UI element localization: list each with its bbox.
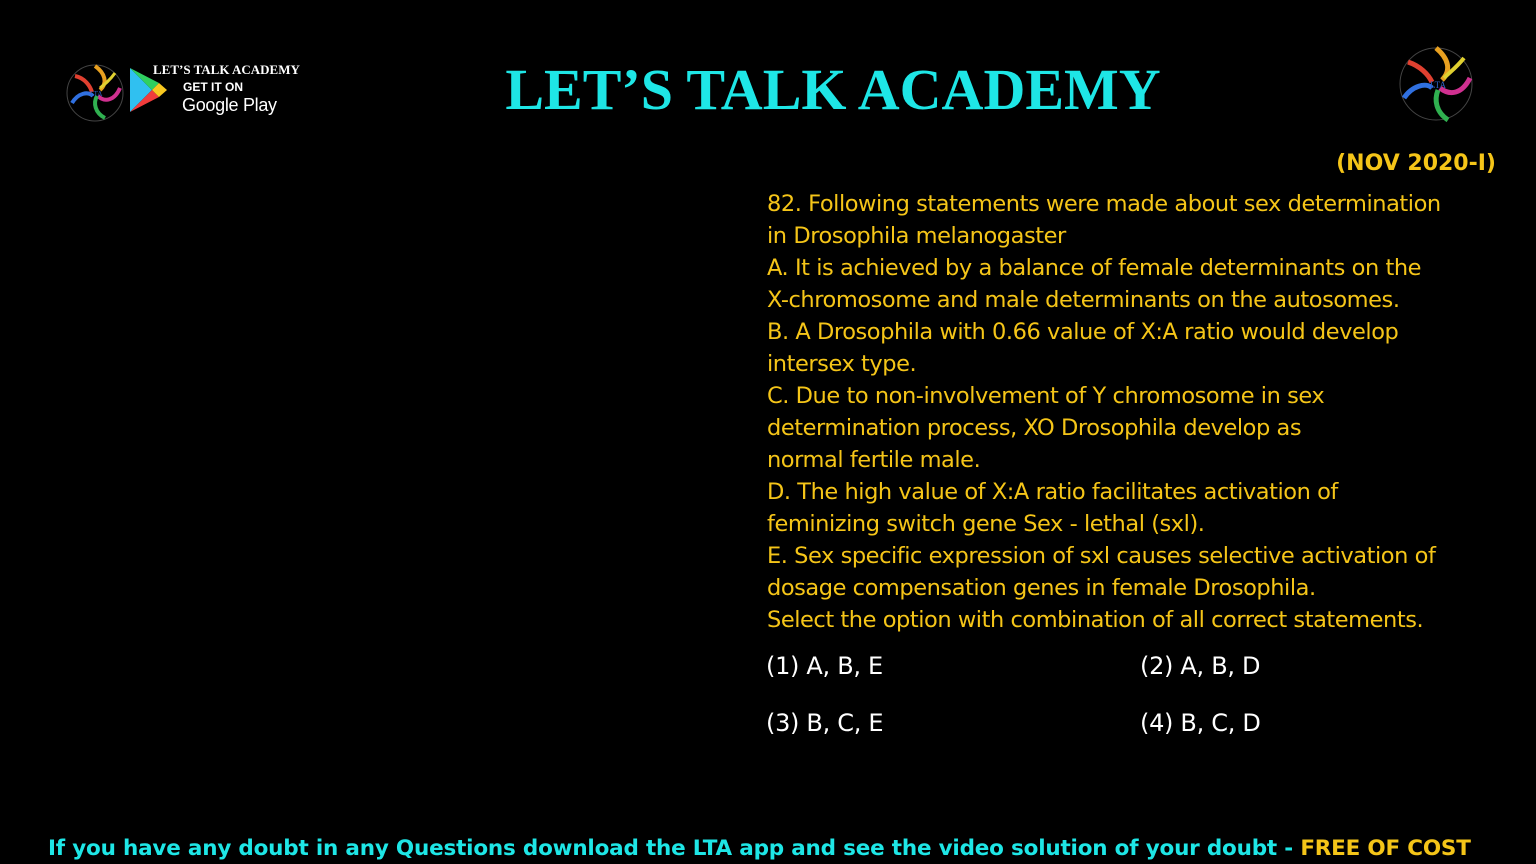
question-line: A. It is achieved by a balance of female determinants on the (767, 255, 1422, 281)
exam-tag: (NOV 2020-I) (1336, 151, 1496, 176)
question-line: normal fertile male. (767, 447, 981, 473)
option-3[interactable]: (3) B, C, E (766, 709, 884, 737)
question-line: C. Due to non-involvement of Y chromosome in sex (767, 383, 1325, 409)
footer-notice (48, 836, 1471, 861)
svg-text:LTA: LTA (1430, 80, 1446, 90)
option-2[interactable]: (2) A, B, D (1140, 652, 1261, 680)
badge-academy-label: LET’S TALK ACADEMY (153, 62, 300, 77)
question-line: intersex type. (767, 351, 917, 377)
footer-text: If you have any doubt in any Questions download the LTA app and see the video solution of your doubt - (48, 836, 1301, 861)
question-line: Select the option with combination of all correct statements. (767, 607, 1424, 633)
question-line: B. A Drosophila with 0.66 value of X:A ratio would develop (767, 319, 1399, 345)
question-line: E. Sex specific expression of sxl causes selective activation of (767, 543, 1436, 569)
question-text (767, 188, 1507, 636)
question-line: D. The high value of X:A ratio facilitates activation of (767, 479, 1338, 505)
badge-get-it-on-label[interactable]: GET IT ON (183, 80, 243, 94)
option-1[interactable]: (1) A, B, E (766, 652, 883, 680)
question-line: determination process, XO Drosophila develop as (767, 415, 1302, 441)
footer-highlight: FREE OF COST (1300, 836, 1471, 861)
lta-logo-icon (1390, 40, 1482, 128)
question-line: feminizing switch gene Sex - lethal (sxl). (767, 511, 1205, 537)
badge-google-play-label[interactable]: Google Play (182, 95, 277, 115)
page-title: LET’S TALK ACADEMY (505, 57, 1161, 122)
svg-text:LTA: LTA (90, 90, 103, 98)
question-line: 82. Following statements were made about sex determination (767, 191, 1441, 217)
question-line: in Drosophila melanogaster (767, 223, 1066, 249)
question-line: X-chromosome and male determinants on the autosomes. (767, 287, 1400, 313)
option-4[interactable]: (4) B, C, D (1140, 709, 1261, 737)
question-line: dosage compensation genes in female Drosophila. (767, 575, 1316, 601)
